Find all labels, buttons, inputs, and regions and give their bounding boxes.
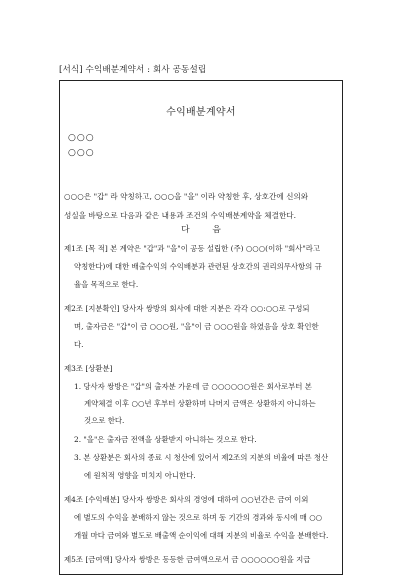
intro-line: 성실을 바탕으로 다음과 같은 내용과 조건의 수익배분계약을 체결한다. — [64, 211, 297, 220]
article-3-line: 2. "을"은 출자금 전액을 상환받지 아니하는 것으로 한다. — [74, 435, 257, 444]
article-3-line: 계약체결 이후 ○○년 후부터 상환하며 나머지 금액은 상환하지 아니하는 — [84, 399, 316, 408]
section-heading: 다 음 — [181, 225, 231, 235]
document-title: 수익배분계약서 — [166, 107, 236, 118]
form-label: [서식] 수익배분계약서 : 회사 공동설립 — [59, 65, 207, 75]
article-1-line: 제1조 [목 적] 본 계약은 "갑"과 "을"이 공동 설립한 (주) ○○○(이하 "회사"라고 — [64, 244, 321, 253]
intro-paragraph — [64, 187, 342, 225]
article-3-line: 것으로 한다. — [84, 416, 125, 425]
article-2-line: 다. — [74, 340, 84, 349]
article-2-line: 며, 출자금은 "갑"이 금 ○○○원, "을"이 금 ○○○원을 하였음을 상호 확인한 — [74, 322, 319, 331]
party-two: ○○○ — [68, 148, 95, 158]
party-one: ○○○ — [68, 133, 95, 143]
article-4-line: 제4조 [수익배분] 당사자 쌍방은 회사의 경영에 대하여 ○○년간은 금여 이외 — [64, 495, 309, 504]
article-3-line: 에 원칙적 영향을 미치지 아니한다. — [84, 471, 196, 480]
article-1-line: 율을 목적으로 한다. — [74, 280, 139, 289]
article-3-line: 1. 당사자 쌍방은 "갑"의 출자분 가운데 금 ○○○○○○원은 회사로부터 본 — [74, 382, 312, 391]
article-3-line: 3. 본 상환분은 회사의 종료 시 청산에 있어서 제2조의 지분의 비율에 따른 청산 — [74, 453, 329, 462]
article-4-line: 에 별도의 수익을 분배하지 않는 것으로 하며 동 기간의 경과와 동시에 매 ○○ — [74, 513, 323, 522]
article-1-line: 약칭한다)에 대한 배출수익의 수익배분과 관련된 상호간의 권리의무사항의 규 — [74, 262, 322, 271]
intro-line: ○○○은 "갑" 라 약칭하고, ○○○을 "을" 이라 약칭한 후, 상호간에 신의와 — [64, 192, 309, 201]
article-4-line: 개월 마다 금여와 별도로 배출액 순이익에 대해 지분의 비율로 수익을 분배한다. — [74, 531, 329, 540]
article-2-line: 제2조 [지분확인] 당사자 쌍방의 회사에 대한 지분은 각각 ○○:○○로 구성되 — [64, 304, 310, 313]
contract-document — [59, 80, 343, 575]
article-3-heading: 제3조 [상환분] — [64, 364, 113, 373]
article-5-line: 제5조 [금여액] 당사자 쌍방은 동등한 금여액으로서 금 ○○○○○○원을 지급 — [64, 555, 311, 564]
